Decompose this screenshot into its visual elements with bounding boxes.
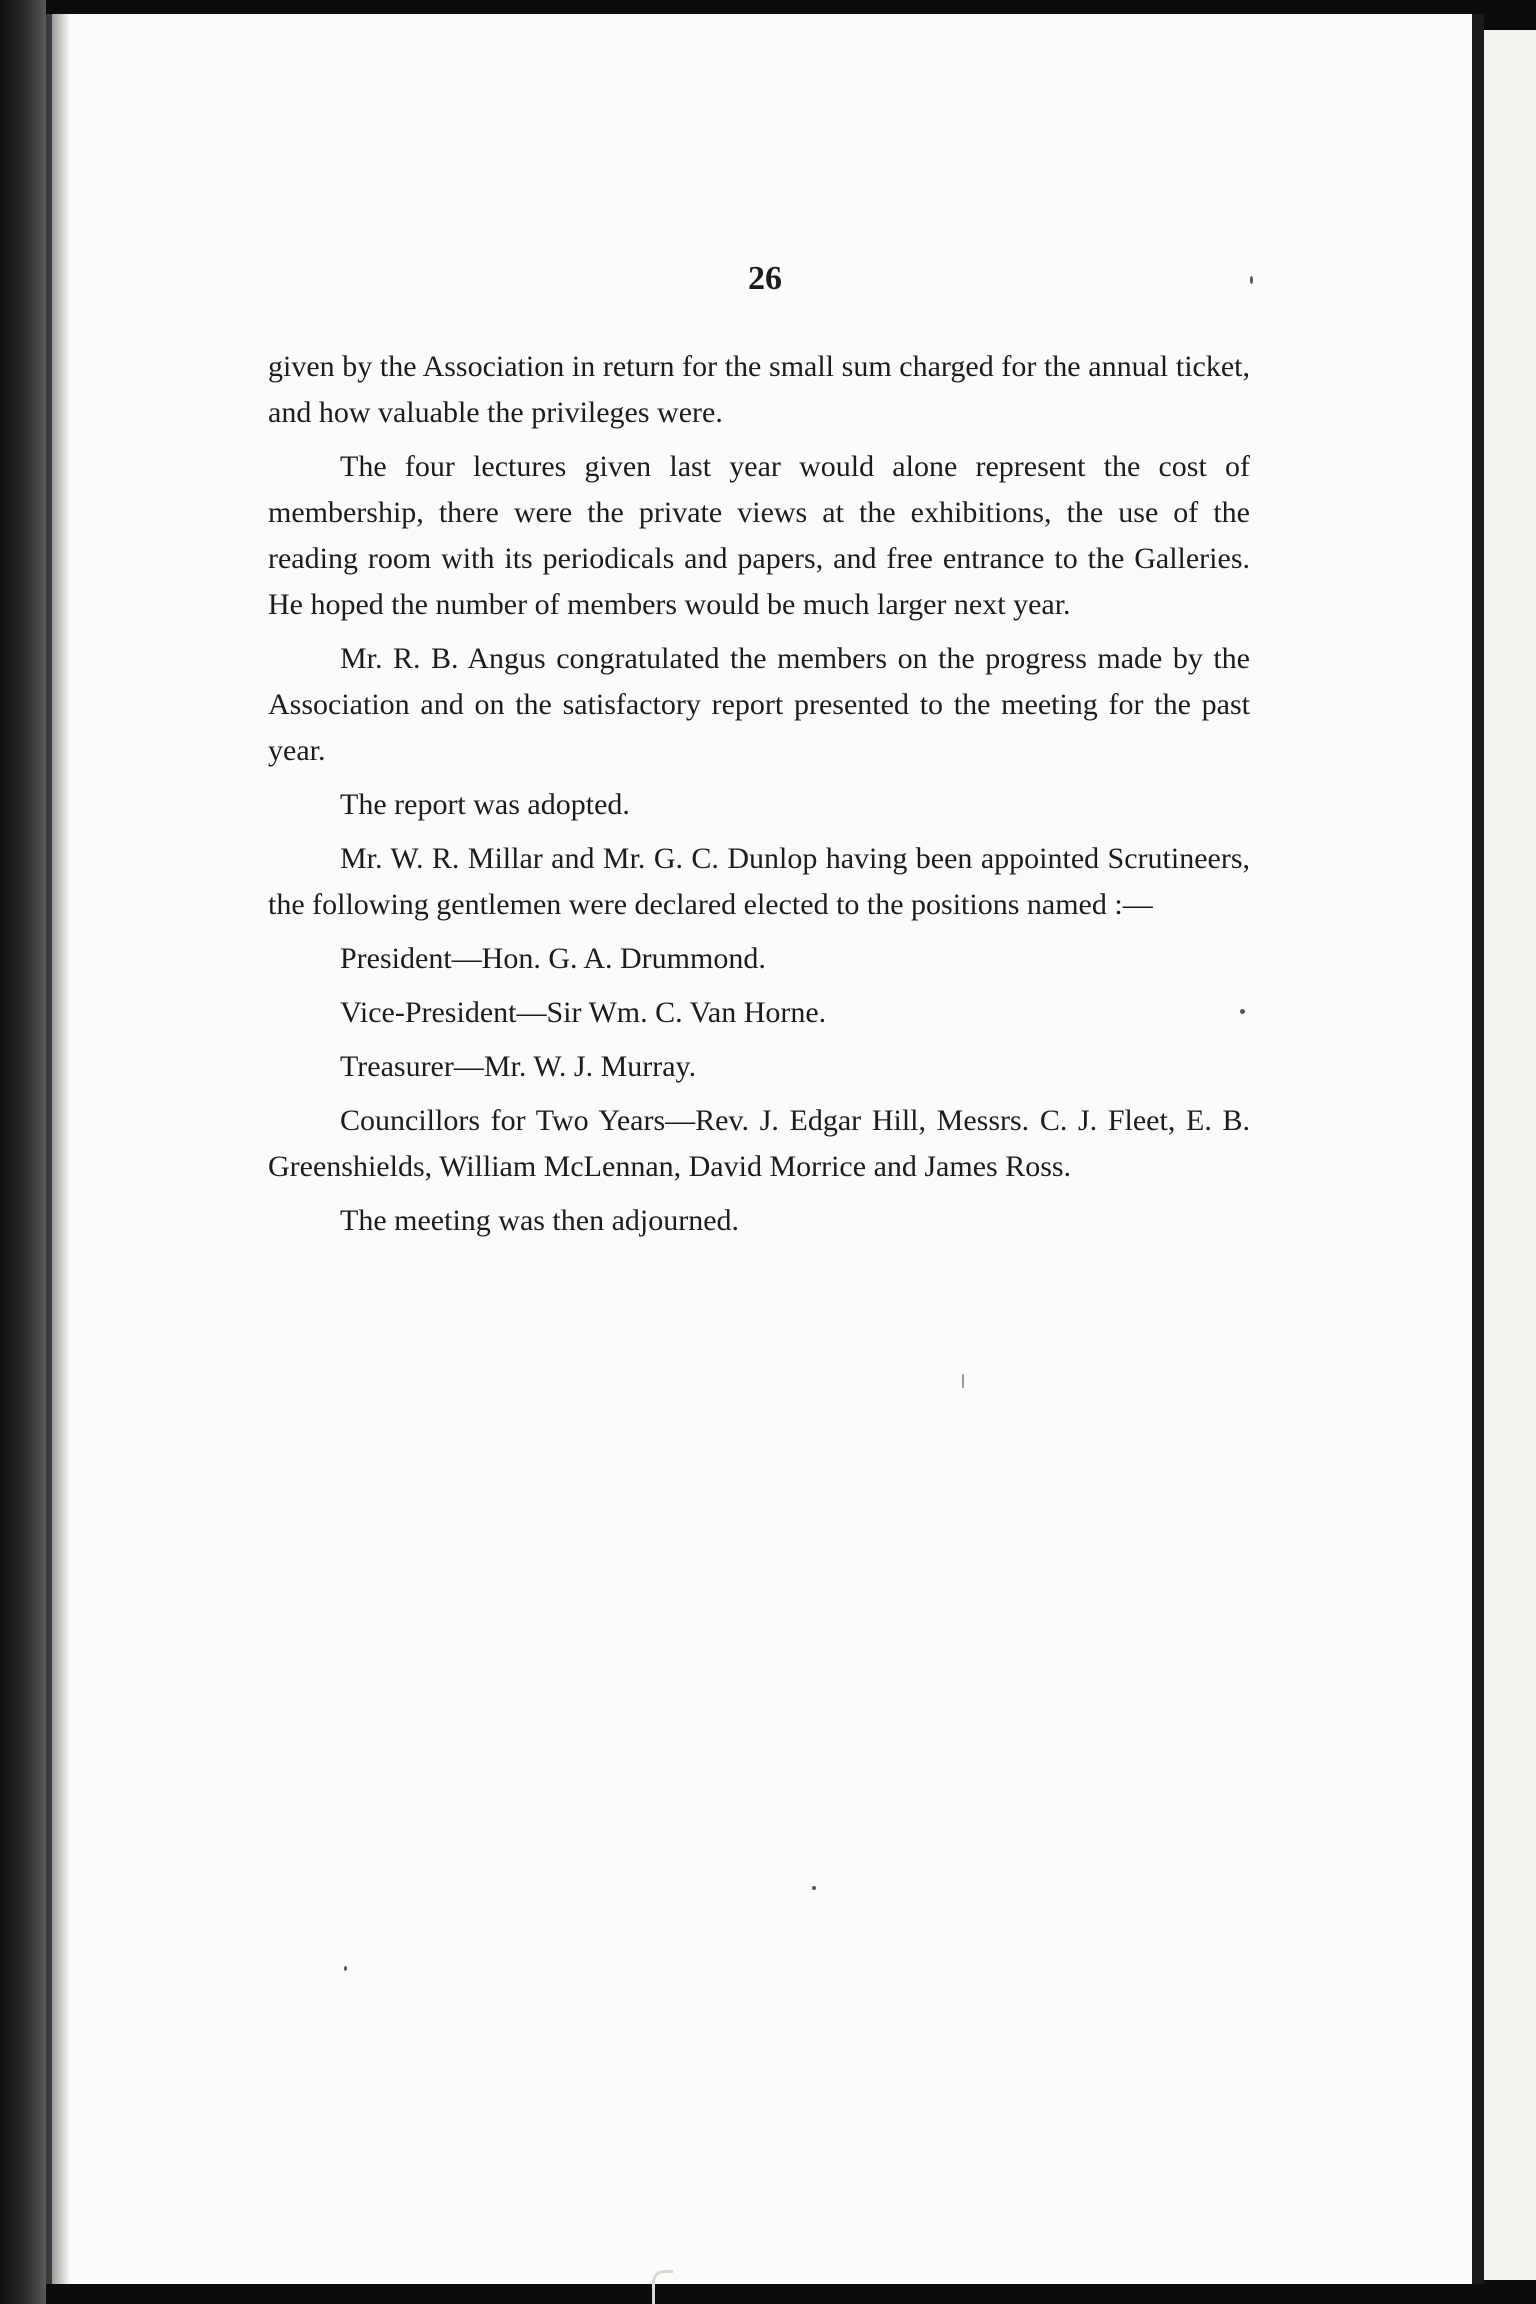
- page-right-edge: [1472, 14, 1484, 2284]
- page-number: 26: [748, 260, 782, 297]
- scan-speck: [962, 1374, 964, 1388]
- election-councillors: Councillors for Two Years—Rev. J. Edgar Hill, Messrs. C. J. Fleet, E. B. Greenshields, William McLennan, David Morrice and James Ross.: [268, 1104, 1250, 1183]
- closing-line: The meeting was then adjourned.: [340, 1204, 740, 1237]
- gutter-shadow: [52, 14, 70, 2284]
- scan-speck: [1250, 276, 1253, 284]
- body-text: [268, 344, 1250, 1252]
- election-president: President—Hon. G. A. Drummond.: [340, 942, 766, 975]
- scan-speck: [812, 1886, 816, 1890]
- paragraph-report-adopted: The report was adopted.: [340, 788, 630, 821]
- paragraph-scrutineers: Mr. W. R. Millar and Mr. G. C. Dunlop having been appointed Scrutineers, the following gentlemen were declared elected to the positions named :—: [268, 842, 1250, 921]
- scan-speck: [1240, 1009, 1245, 1014]
- paragraph-continuation: given by the Association in return for the small sum charged for the annual ticket, and how valuable the privileges were.: [268, 350, 1250, 429]
- scan-speck: [344, 1966, 347, 1971]
- book-page: [46, 14, 1472, 2284]
- adjacent-page-edge: [1484, 30, 1536, 2280]
- election-treasurer: Treasurer—Mr. W. J. Murray.: [340, 1050, 697, 1083]
- paragraph-angus: Mr. R. B. Angus congratulated the members on the progress made by the Association and on the satisfactory report presented to the meeting for the past year.: [268, 642, 1250, 767]
- book-binding: [0, 0, 46, 2304]
- scan-artifact-mark: [652, 2270, 673, 2304]
- election-vice-president: Vice-President—Sir Wm. C. Van Horne.: [340, 996, 827, 1029]
- paragraph-lectures: The four lectures given last year would alone represent the cost of membership, there were the private views at the exhibitions, the use of the reading room with its periodicals and papers, and free entrance to the Galleries. He hoped the number of members would be much larger next year.: [268, 450, 1250, 621]
